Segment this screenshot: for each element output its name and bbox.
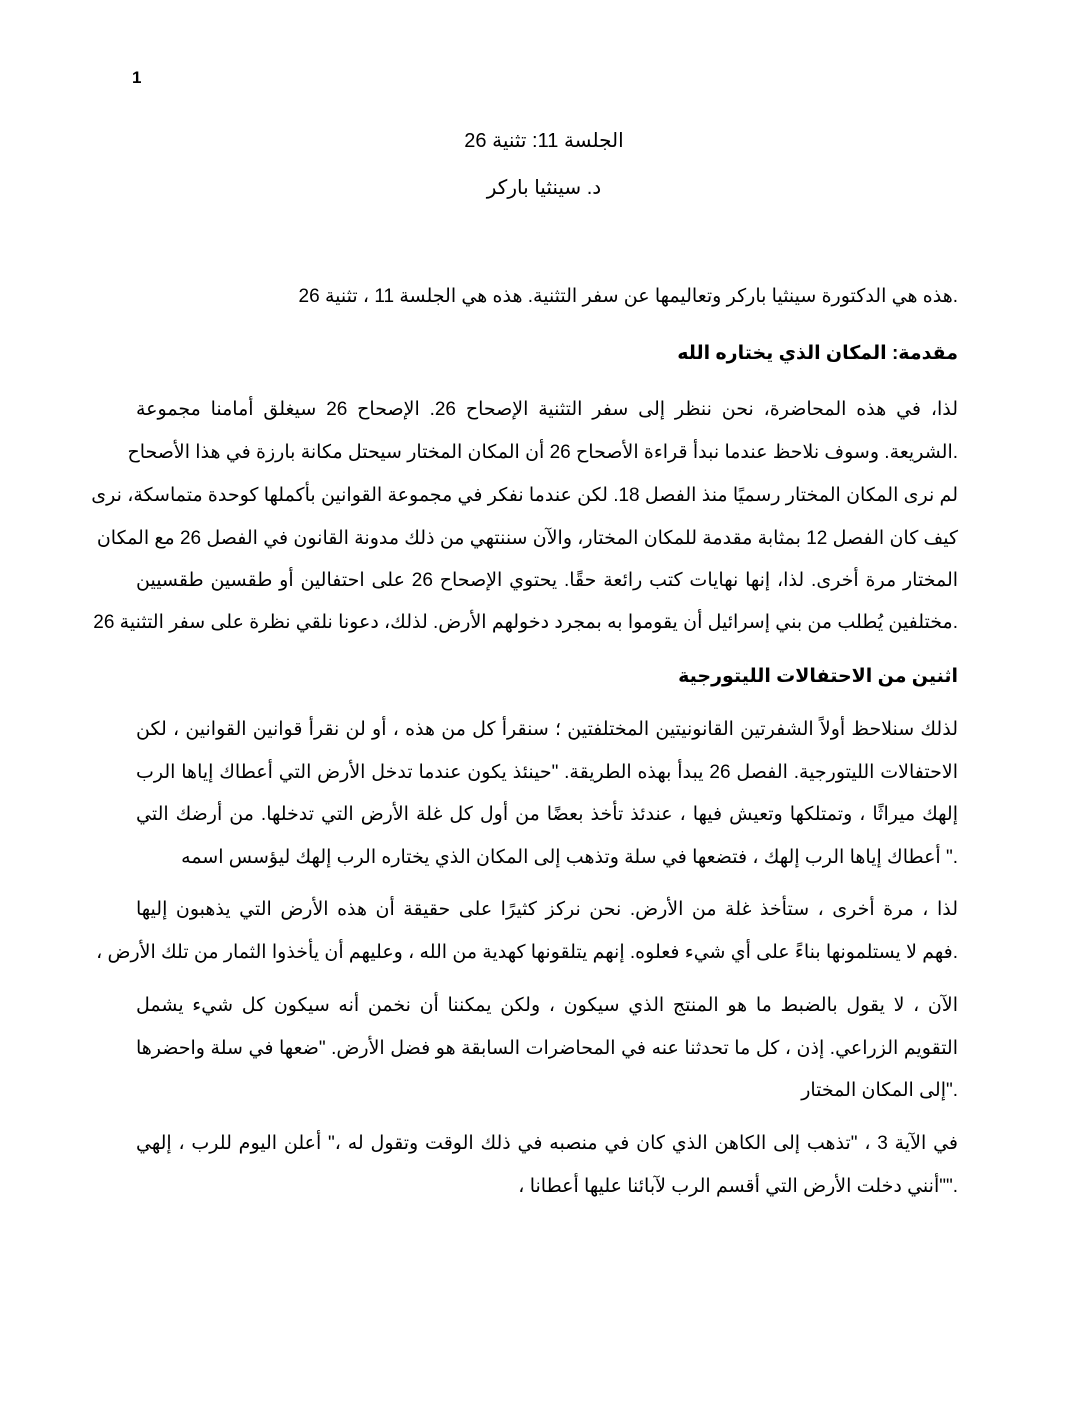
paragraph-3-line-1: لذا ، مرة أخرى ، ستأخذ غلة من الأرض. نحن نركز كثيرًا على حقيقة أن هذه الأرض التي يذهبون إليها — [136, 899, 958, 920]
paragraph-1-line-5: المختار مرة أخرى. لذا، إنها نهايات كتب رائعة حقًا. يحتوي الإصحاح 26 على احتفالين أو طقسين طقسيين — [136, 570, 959, 591]
page-number: 1 — [132, 68, 142, 87]
section-heading-intro: مقدمة: المكان الذي يختاره الله — [677, 343, 958, 364]
paragraph-3-line-2: .فهم لا يستلمونها بناءً على أي شيء فعلوه. إنهم يتلقونها كهدية من الله ، وعليهم أن يأخذوا الثمار من تلك الأرض ، — [96, 942, 958, 963]
section-heading-liturgical: اثنين من الاحتفالات الليتورجية — [678, 666, 958, 687]
document-author: د. سينثيا باركر — [486, 177, 602, 199]
paragraph-1-line-1: لذا، في هذه المحاضرة، نحن ننظر إلى سفر التثنية الإصحاح 26. الإصحاح 26 سيغلق أمامنا مجموعة — [136, 399, 959, 420]
paragraph-5-line-2: .""أنني دخلت الأرض التي أقسم الرب لآبائنا عليها أعطانا ، — [518, 1176, 958, 1197]
paragraph-1-line-6: .مختلفين يُطلب من بني إسرائيل أن يقوموا به بمجرد دخولهم الأرض. لذلك، دعونا نلقي نظرة على سفر التثنية 26 — [93, 612, 958, 633]
paragraph-4-line-1: الآن ، لا يقول بالضبط ما هو المنتج الذي سيكون ، ولكن يمكننا أن نخمن أنه سيكون كل شيء يشمل — [136, 995, 958, 1016]
document-title: الجلسة 11: تثنية 26 — [464, 130, 624, 152]
paragraph-1-line-3: لم نرى المكان المختار رسميًا منذ الفصل 18. لكن عندما نفكر في مجموعة القوانين بأكملها كوحدة متماسكة، نرى — [91, 485, 958, 506]
paragraph-1-line-2: .الشريعة. وسوف نلاحظ عندما نبدأ قراءة الأصحاح 26 أن المكان المختار سيحتل مكانة بارزة في هذا الأصحاح — [127, 442, 958, 463]
paragraph-4-line-3: ."إلى المكان المختار — [801, 1080, 958, 1101]
paragraph-2-line-4: ." أعطاك إياها الرب إلهك ، فتضعها في سلة وتذهب إلى المكان الذي يختاره الرب إلهك ليؤسس اسمه — [181, 847, 958, 868]
paragraph-2-line-2: الاحتفالات الليتورجية. الفصل 26 يبدأ بهذه الطريقة. "حينئذ يكون عندما تدخل الأرض التي أعطاك إياها الرب — [136, 762, 958, 783]
paragraph-1-line-4: كيف كان الفصل 12 بمثابة مقدمة للمكان المختار، والآن سننتهي من ذلك مدونة القانون في الفصل 26 مع المكان — [96, 528, 958, 549]
intro-line: .هذه هي الدكتورة سينثيا باركر وتعاليمها عن سفر التثنية. هذه هي الجلسة 11 ، تثنية 26 — [298, 286, 958, 307]
paragraph-2-line-1: لذلك سنلاحظ أولاً الشفرتين القانونيتين المختلفتين ؛ سنقرأ كل من هذه ، أو لن نقرأ قوانين القوانين ، لكن — [136, 719, 958, 740]
paragraph-4-line-2: التقويم الزراعي. إذن ، كل ما تحدثنا عنه في المحاضرات السابقة هو فضل الأرض. "ضعها في سلة واحضرها — [136, 1038, 958, 1059]
paragraph-2-line-3: إلهك ميراثًا ، وتمتلكها وتعيش فيها ، عندئذ تأخذ بعضًا من أول كل غلة الأرض التي تدخلها. من أرضك التي — [136, 804, 958, 825]
paragraph-5-line-1: في الآية 3 ، "تذهب إلى الكاهن الذي كان في منصبه في ذلك الوقت وتقول له ،" أعلن اليوم للرب ، إلهي — [136, 1133, 958, 1154]
